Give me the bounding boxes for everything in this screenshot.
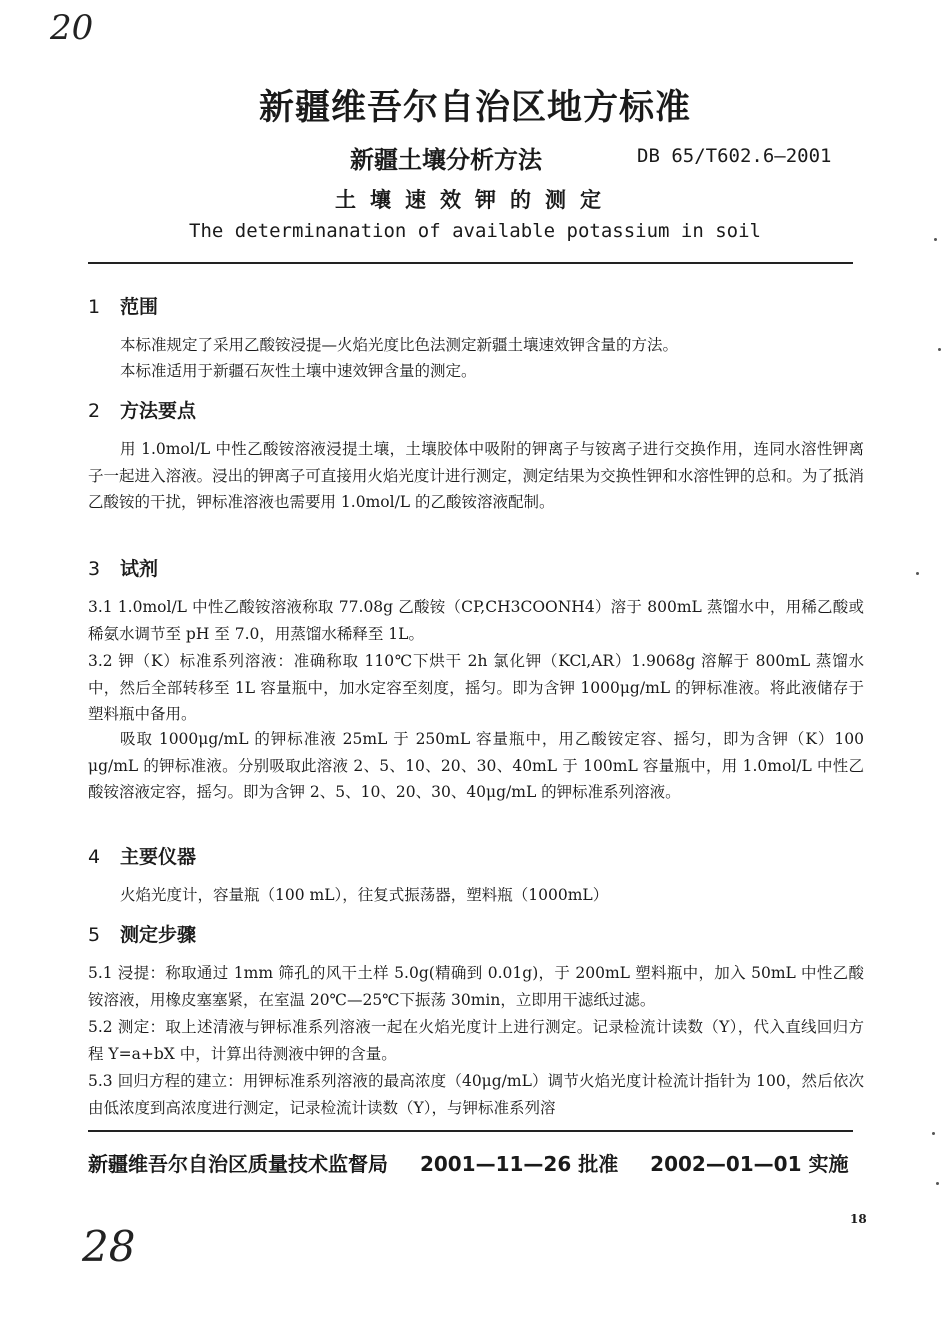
section-title: 试剂 — [120, 558, 159, 580]
footer-approved-date: 2001—11—26 批准 — [419, 1152, 619, 1176]
section-number: 4 — [88, 846, 101, 868]
footer-effective-date: 2002—01—01 实施 — [650, 1152, 849, 1176]
scan-speck — [936, 1182, 939, 1185]
scan-speck — [932, 1132, 935, 1135]
document-title-en: The determinanation of available potassium in soil — [189, 220, 761, 242]
paragraph-procedure-5-3: 5.3 回归方程的建立：用钾标准系列溶液的最高浓度（40μg/mL）调节火焰光度计检流计指针为 100，然后依次由低浓度到高浓度进行测定，记录检流计读数（Y），与钾标准系列溶 — [88, 1072, 864, 1117]
series-title: 新疆土壤分析方法 — [350, 146, 542, 174]
section-number: 5 — [88, 924, 101, 946]
footer-issuer-line — [88, 1148, 848, 1177]
section-heading-3 — [88, 554, 158, 581]
page-number: 18 — [850, 1212, 867, 1226]
section-number: 2 — [88, 400, 101, 422]
paragraph-scope-1: 本标准规定了采用乙酸铵浸提—火焰光度比色法测定新疆土壤速效钾含量的方法。 — [120, 336, 679, 354]
paragraph-procedure-5-2: 5.2 测定：取上述清液与钾标准系列溶液一起在火焰光度计上进行测定。记录检流计读数（Y），代入直线回归方程 Y=a+bX 中，计算出待测液中钾的含量。 — [88, 1018, 864, 1063]
standard-code: DB 65/T602.6—2001 — [637, 145, 832, 167]
scan-speck — [916, 572, 919, 575]
scan-speck — [938, 348, 941, 351]
standard-authority-title: 新疆维吾尔自治区地方标准 — [258, 88, 691, 128]
scan-speck — [934, 238, 937, 241]
header-divider — [88, 262, 853, 264]
section-heading-4 — [88, 842, 196, 869]
handwritten-note-bottom: 28 — [82, 1222, 136, 1271]
footer-divider — [88, 1130, 853, 1132]
section-heading-2 — [88, 396, 196, 423]
section-title: 方法要点 — [120, 400, 197, 422]
section-title: 测定步骤 — [120, 924, 197, 946]
paragraph-reagent-3-2: 3.2 钾（K）标准系列溶液：准确称取 110℃下烘干 2h 氯化钾（KCl,AR）1.9068g 溶解于 800mL 蒸馏水中，然后全部转移至 1L 容量瓶中，加水定容至刻度，摇匀。即为含钾 1000μg/mL 的钾标准液。将此液储存于塑料瓶中备用。 — [88, 652, 864, 723]
footer-issuer: 新疆维吾尔自治区质量技术监督局 — [88, 1152, 388, 1176]
handwritten-note-top: 20 — [50, 8, 94, 48]
paragraph-method-principle: 用 1.0mol/L 中性乙酸铵溶液浸提土壤，土壤胶体中吸附的钾离子与铵离子进行交换作用，连同水溶性钾离子一起进入溶液。浸出的钾离子可直接用火焰光度计进行测定，测定结果为交换性钾和水溶性钾的总和。为了抵消乙酸铵的干扰，钾标准溶液也需要用 1.0mol/L 的乙酸铵溶液配制。 — [88, 440, 864, 511]
section-heading-5 — [88, 920, 196, 947]
section-number: 1 — [88, 296, 101, 318]
paragraph-procedure-5-1: 5.1 浸提：称取通过 1mm 筛孔的风干土样 5.0g(精确到 0.01g)，于 200mL 塑料瓶中，加入 50mL 中性乙酸铵溶液，用橡皮塞塞紧，在室温 20℃—25℃下振荡 30min，立即用干滤纸过滤。 — [88, 964, 864, 1009]
section-title: 主要仪器 — [120, 846, 197, 868]
section-heading-1 — [88, 292, 158, 319]
paragraph-reagent-3-2-dilution: 吸取 1000μg/mL 的钾标准液 25mL 于 250mL 容量瓶中，用乙酸铵定容、摇匀，即为含钾（K）100 μg/mL 的钾标准液。分别吸取此溶液 2、5、10、20、30、40mL 于 100mL 容量瓶中，用 1.0mol/L 中性乙酸铵溶液定容，摇匀。即为含钾 2、5、10、20、30、40μg/mL 的钾标准系列溶液。 — [88, 730, 864, 801]
document-title-cn: 土壤速效钾的测定 — [335, 188, 615, 212]
paragraph-reagent-3-1: 3.1 1.0mol/L 中性乙酸铵溶液称取 77.08g 乙酸铵（CP,CH3COONH4）溶于 800mL 蒸馏水中，用稀乙酸或稀氨水调节至 pH 至 7.0，用蒸馏水稀释至 1L。 — [88, 598, 864, 643]
paragraph-instruments: 火焰光度计，容量瓶（100 mL），往复式振荡器，塑料瓶（1000mL） — [120, 886, 609, 904]
section-number: 3 — [88, 558, 101, 580]
paragraph-scope-2: 本标准适用于新疆石灰性土壤中速效钾含量的测定。 — [120, 362, 477, 380]
section-title: 范围 — [120, 296, 159, 318]
